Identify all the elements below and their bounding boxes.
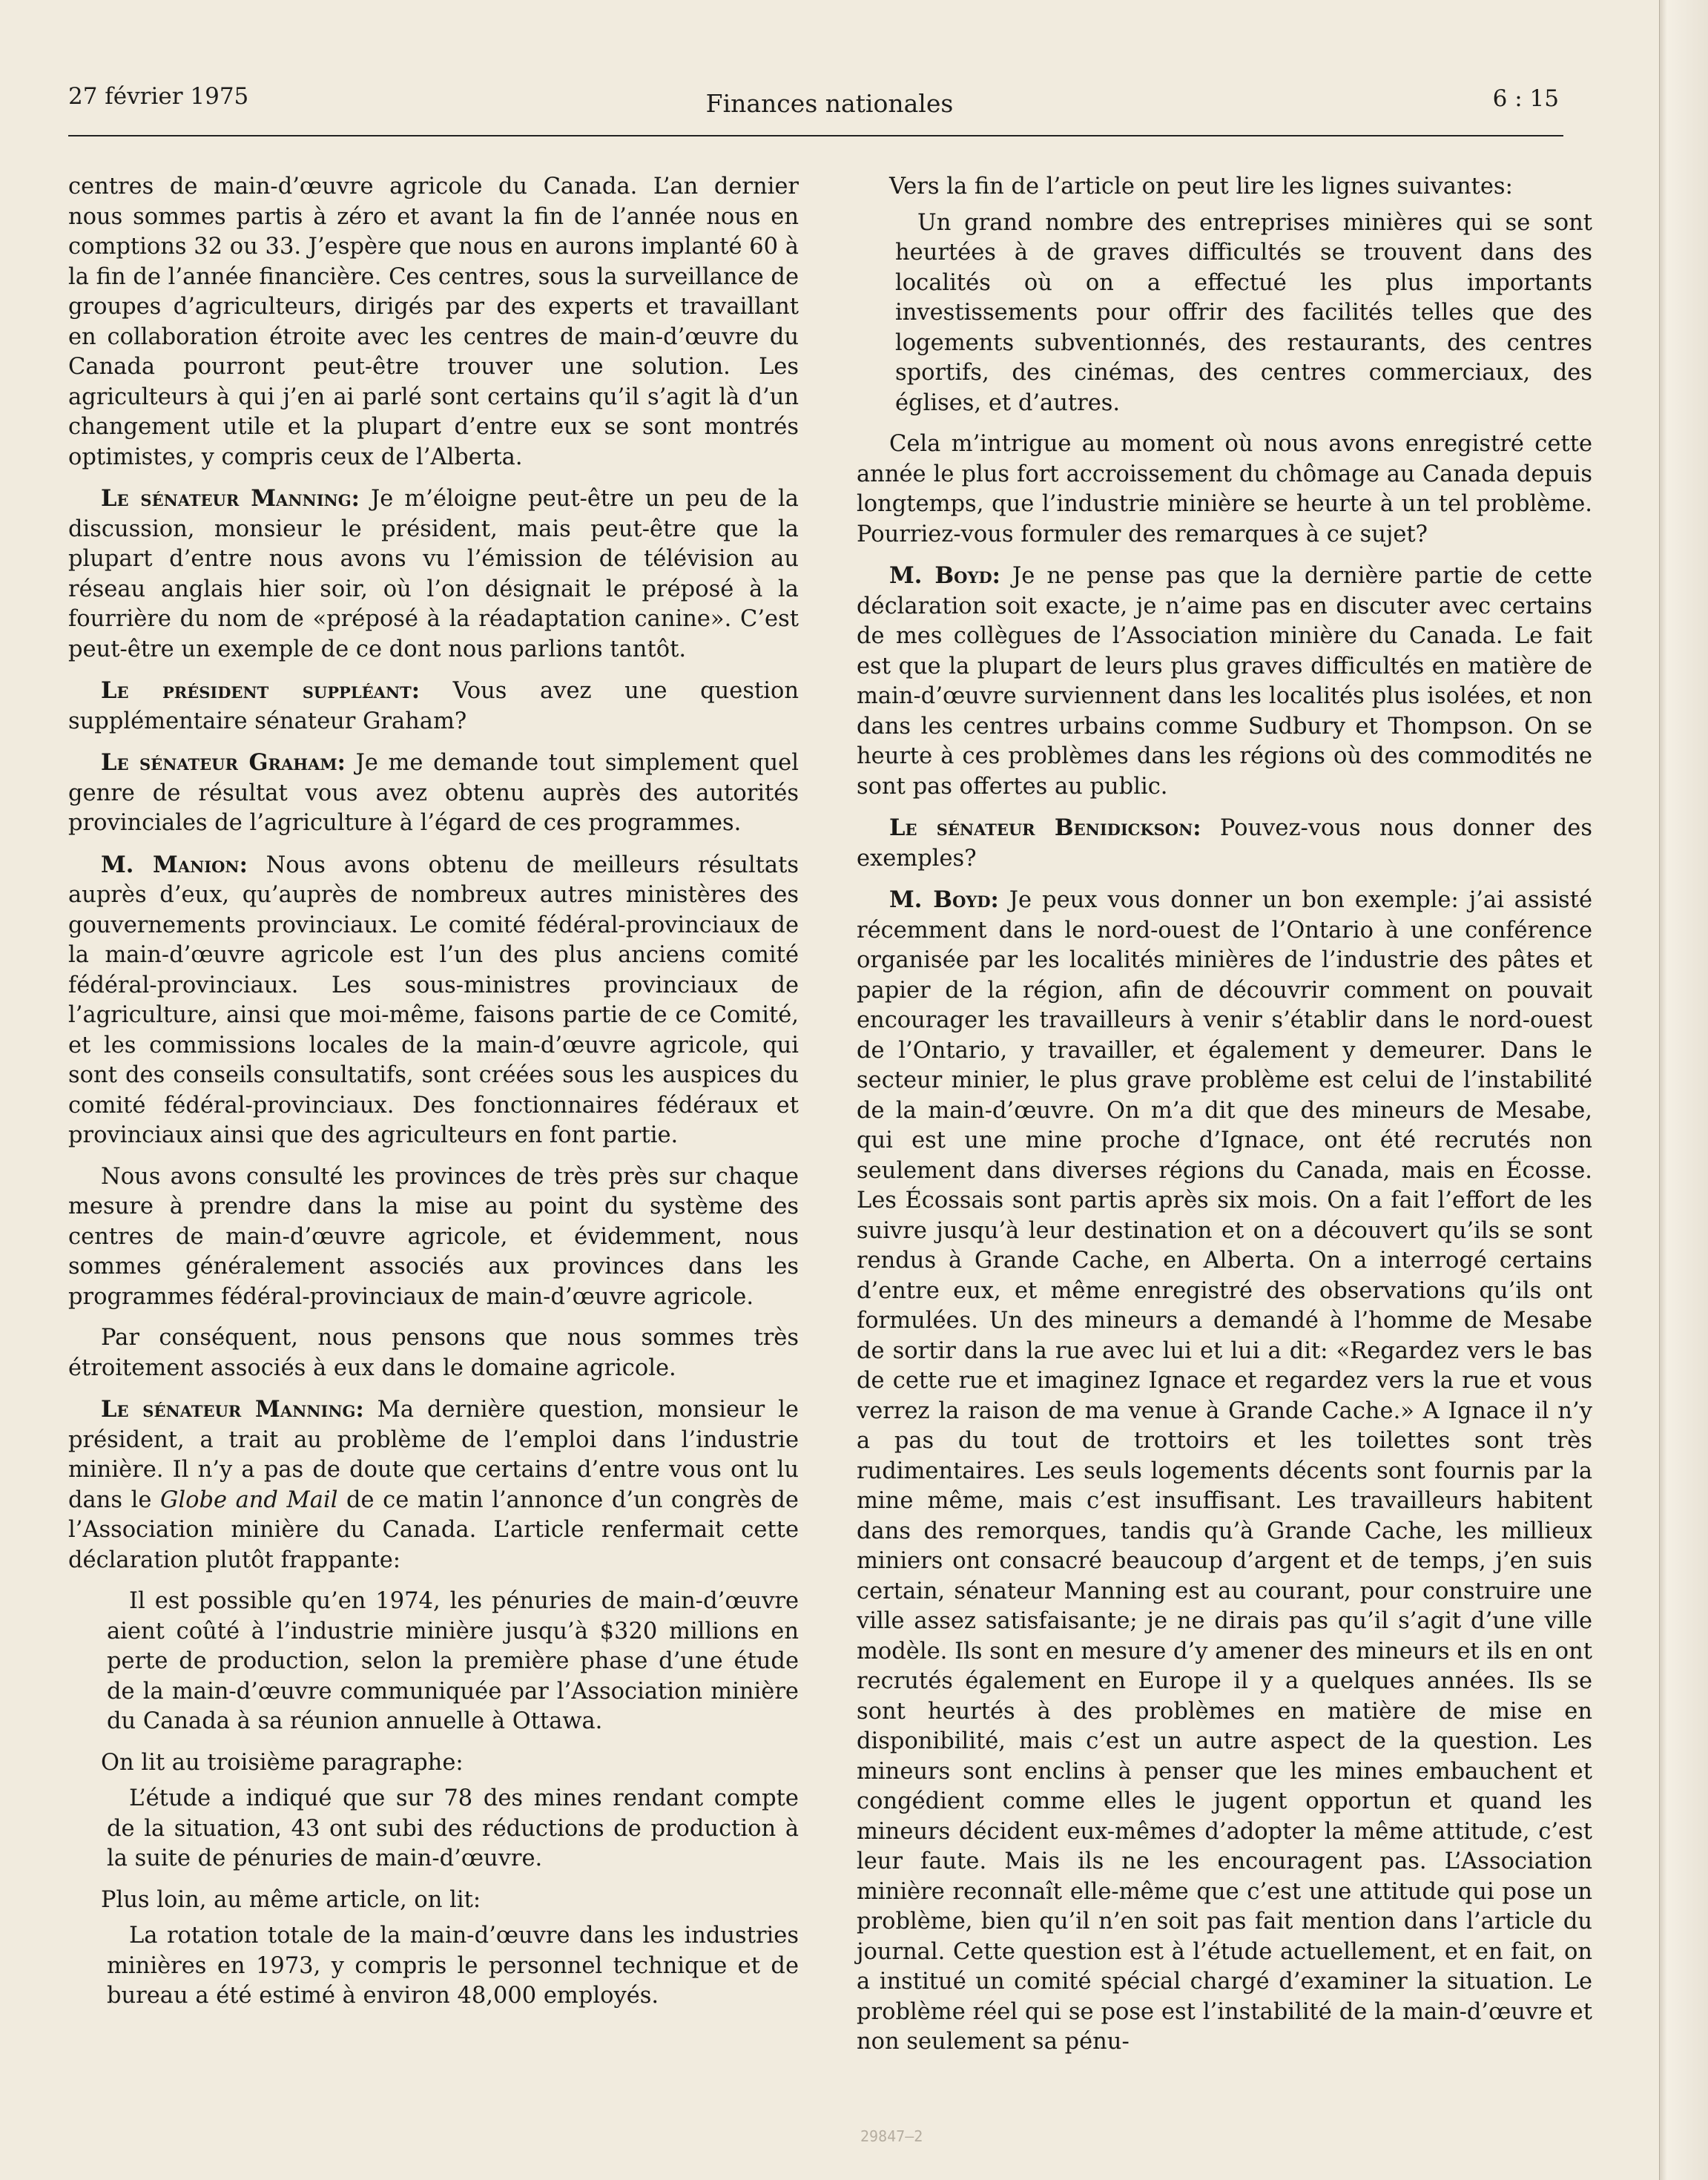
- header-title: Finances nationales: [705, 89, 954, 118]
- speaker-name: Le président suppléant:: [101, 677, 420, 704]
- speaker-name: M. Boyd:: [889, 886, 999, 913]
- paragraph: [68, 676, 799, 737]
- newspaper-title: Globe and Mail: [159, 1486, 338, 1513]
- header-date: 27 février 1975: [68, 83, 249, 110]
- paragraph: On lit au troisième paragraphe:: [101, 1749, 464, 1776]
- paragraph: [857, 561, 1592, 802]
- paragraph: Cela m’intrigue au moment où nous avons enregistré cette année le plus fort accroissement du chômage au Canada depuis longtemps, que l’industrie minière se heurte à un tel problème. Pourriez-vous formuler des remarques à ce sujet?: [857, 431, 1592, 547]
- speaker-name: Le sénateur Benidickson:: [889, 814, 1201, 841]
- block-quote: La rotation totale de la main-d’œuvre dans les industries minières en 1973, y compris le personnel technique et de bureau a été estimé à environ 48,000 employés.: [107, 1923, 799, 2009]
- paragraph-text: Je peux vous donner un bon exemple: j’ai assisté récemment dans le nord-ouest de l’Ontario à une conférence organisée par les localités minières de l’industrie des pâtes et papier de la région, afin de découvrir comment on pouvait encourager les travailleurs à venir s’établir dans le nord-ouest de l’Ontario, y travailler, et également y demeurer. Dans le secteur minier, le plus grave problème est celui de l’instabilité de la main-d’œuvre. On m’a dit que des mineurs de Mesabe, qui est une mine proche d’Ignace, ont été recrutés non seulement dans diverses régions du Canada, mais en Écosse. Les Écossais sont partis après six mois. On a fait l’effort de les suivre jusqu’à leur destination et on a découvert qu’ils se sont rendus à Grande Cache, en Alberta. On a interrogé certains d’entre eux, et même enregistré des observations qu’ils ont formulées. Un des mineurs a demandé à l’homme de Mesabe de sortir dans la rue avec lui et lui a dit: «Regardez vers le bas de cette rue et imaginez Ignace et regardez vers la rue et vous verrez la raison de ma venue à Grande Cache.» A Ignace il n’y a pas du tout de trottoirs et les toilettes sont très rudimentaires. Les seuls logements décents sont fournis par la mine même, mais c’est insuffisant. Les travailleurs habitent dans des remorques, tandis qu’à Grande Cache, les millieux miniers ont consacré beaucoup d’argent et de temps, j’en suis certain, sénateur Manning est au courant, pour construire une ville assez satisfaisante; je ne dirais pas qu’il s’agit d’une ville modèle. Ils sont en mesure d’y amener des mineurs et ils en ont recrutés également en Europe il y a quelques années. Ils se sont heurtés à des problèmes en matière de mise en disponibilité, mais c’est un autre aspect de la question. Les mineurs sont enclins à penser que les mines embauchent et congédient comme elles le jugent opportun et quand les mineurs décident eux-mêmes d’adopter la même attitude, c’est leur faute. Mais ils ne les encouragent pas. L’Association minière reconnaît elle-même que c’est une attitude qui pose un problème, bien qu’il n’en soit pas fait mention dans l’article du journal. Cette question est à l’étude actuellement, et en fait, on a institué un comité spécial chargé d’examiner la situation. Le problème réel qui se pose est l’instabilité de la main-d’œuvre et non seulement sa pénu-: [857, 887, 1593, 2055]
- print-stamp: 29847—2: [860, 2127, 923, 2145]
- paragraph: [857, 813, 1592, 874]
- paragraph-text: de ce matin l’annonce d’un congrès de l’Association minière du Canada. L’article renfermait cette déclaration plutôt frappante:: [68, 1486, 799, 1573]
- left-column: [68, 172, 799, 2023]
- paragraph-text: Je m’éloigne peut-être un peu de la discussion, monsieur le président, mais peut-être que la plupart d’entre nous avons vu l’émission de télévision au réseau anglais hier soir, où l’on désignait le préposé à la fourrière du nom de «préposé à la réadaptation canine». C’est peut-être un exemple de ce dont nous parlions tantôt.: [68, 486, 799, 662]
- paragraph-text: Je me demande tout simplement quel genre de résultat vous avez obtenu auprès des autorités provinciales de l’agriculture à l’égard de ces programmes.: [68, 750, 799, 836]
- paragraph-text: Pouvez-vous nous donner des exemples?: [857, 815, 1592, 872]
- block-quote: Il est possible qu’en 1974, les pénuries de main-d’œuvre aient coûté à l’industrie minière jusqu’à $320 millions en perte de production, selon la première phase d’une étude de la main-d’œuvre communiquée par l’Association minière du Canada à sa réunion annuelle à Ottawa.: [107, 1588, 799, 1734]
- paragraph: Nous avons consulté les provinces de très près sur chaque mesure à prendre dans la mise au point du système des centres de main-d’œuvre agricole, et évidemment, nous sommes généralement associés aux provinces dans les programmes fédéral-provinciaux de main-d’œuvre agricole.: [68, 1163, 799, 1310]
- block-quote: L’étude a indiqué que sur 78 des mines rendant compte de la situation, 43 ont subi des réductions de production à la suite de pénuries de main-d’œuvre.: [107, 1785, 799, 1871]
- right-column: [857, 172, 1592, 2069]
- block-quote: Un grand nombre des entreprises minières qui se sont heurtées à de graves difficultés se trouvent dans des localités où on a effectué les plus importants investissements pour offrir des facilités telles que des logements subventionnés, des restaurants, des centres sportifs, des cinémas, des centres commerciaux, des églises, et d’autres.: [895, 209, 1592, 416]
- speaker-name: M. Manion:: [101, 851, 248, 878]
- paragraph: centres de main-d’œuvre agricole du Canada. L’an dernier nous sommes partis à zéro et avant la fin de l’année nous en comptions 32 ou 33. J’espère que nous en aurons implanté 60 à la fin de l’année financière. Ces centres, sous la surveillance de groupes d’agriculteurs, dirigés par des experts et travaillant en collaboration étroite avec les centres de main-d’œuvre du Canada pourront peut-être trouver une solution. Les agriculteurs à qui j’en ai parlé sont certains qu’il s’agit là d’un changement utile et la plupart d’entre eux se sont montrés optimistes, y compris ceux de l’Alberta.: [68, 174, 799, 470]
- header-page-number: 6 : 15: [1492, 85, 1559, 112]
- speaker-name: Le sénateur Manning:: [101, 485, 360, 512]
- paragraph: [68, 1394, 799, 1575]
- paragraph: [68, 748, 799, 839]
- paragraph: Plus loin, au même article, on lit:: [101, 1886, 481, 1913]
- paragraph: Par conséquent, nous pensons que nous sommes très étroitement associés à eux dans le domaine agricole.: [68, 1325, 799, 1381]
- paragraph-text: Nous avons obtenu de meilleurs résultats auprès d’eux, qu’auprès de nombreux autres ministères des gouvernements provinciaux. Le comité fédéral-provinciaux de la main-d’œuvre agricole est l’un des plus anciens comité fédéral-provinciaux. Les sous-ministres provinciaux de l’agriculture, ainsi que moi-même, faisons partie de ce Comité, et les commissions locales de la main-d’œuvre agricole, qui sont des conseils consultatifs, sont créées sous les auspices du comité fédéral-provinciaux. Des fonctionnaires fédéraux et provinciaux ainsi que des agriculteurs en font partie.: [68, 852, 799, 1148]
- paragraph-text: Vous avez une question supplémentaire sénateur Graham?: [68, 678, 799, 734]
- page-edge: [1659, 0, 1708, 2180]
- paragraph: [68, 850, 799, 1151]
- paragraph-text: Ma dernière question, monsieur le président, a trait au problème de l’emploi dans l’industrie minière. Il n’y a pas de doute que certains d’entre vous ont lu dans le: [68, 1397, 799, 1513]
- speaker-name: M. Boyd:: [889, 562, 1000, 589]
- paragraph: [857, 885, 1592, 2058]
- paragraph: [68, 484, 799, 665]
- speaker-name: Le sénateur Manning:: [101, 1396, 364, 1423]
- paragraph-text: Je ne pense pas que la dernière partie de cette déclaration soit exacte, je n’aime pas en discuter avec certains de mes collègues de l’Association minière du Canada. Le fait est que la plupart de leurs plus graves difficultés en matière de main-d’œuvre surviennent dans les localités plus isolées, et non dans les centres urbains comme Sudbury et Thompson. On se heurte à ces problèmes dans les régions où des commodités ne sont pas offertes au public.: [857, 563, 1592, 800]
- speaker-name: Le sénateur Graham:: [101, 749, 346, 776]
- paragraph: Vers la fin de l’article on peut lire les lignes suivantes:: [889, 174, 1513, 200]
- header-rule: [68, 135, 1563, 136]
